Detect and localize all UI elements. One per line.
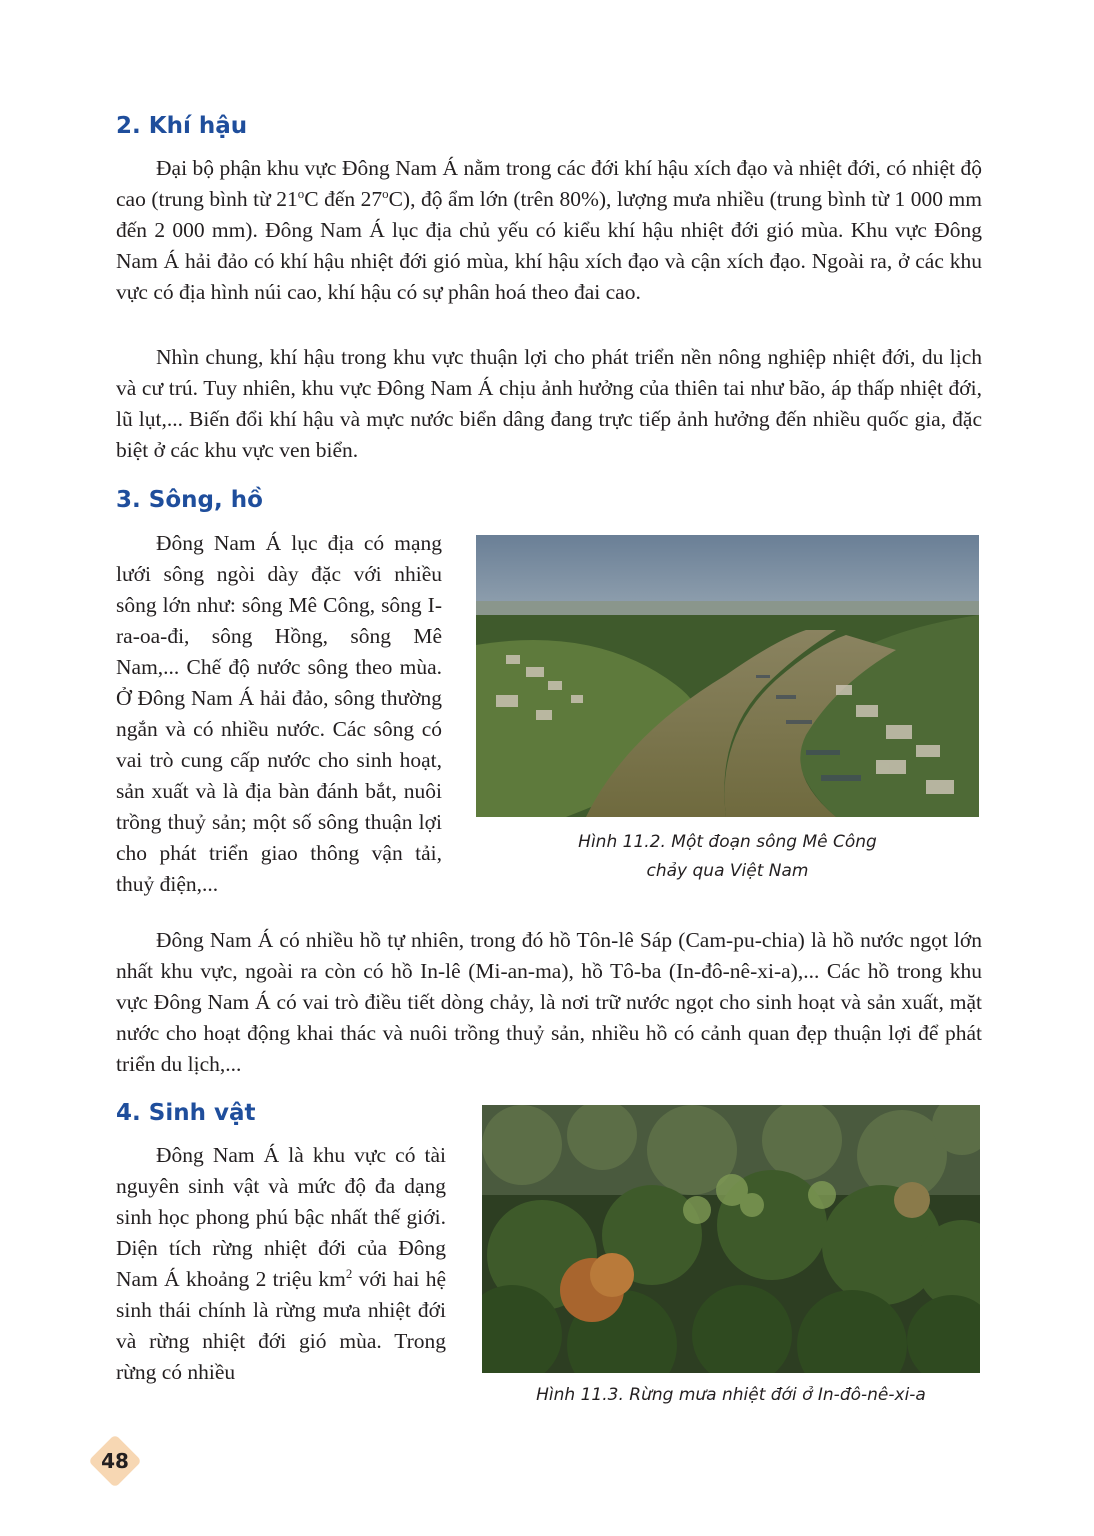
biota-paragraph-1: Đông Nam Á là khu vực có tài nguyên sinh vật và mức độ đa dạng sinh học phong phú bậc nhất thế giới. Diện tích rừng nhiệt đới của Đông Nam Á khoảng 2 triệu $km^2$ với hai hệ sinh thái chính là rừng mưa nhiệt đới và rừng nhiệt đới gió mùa. Trong rừng có nhiều bbox=[116, 1143, 446, 1384]
mekong-river-photo bbox=[476, 535, 979, 817]
rivers-paragraph-1: Đông Nam Á lục địa có mạng lưới sông ngòi dày đặc với nhiều sông lớn như: sông Mê Công, sông I-ra-oa-đi, sông Hồng, sông Mê Nam,... Chế độ nước sông theo mùa. Ở Đông Nam Á hải đảo, sông thường ngắn và có nhiều nước. Các sông có vai trò cung cấp nước cho sinh hoạt, sản xuất và là địa bàn đánh bắt, nuôi trồng thuỷ sản; một số sông thuận lợi cho phát triển giao thông vận tải, thuỷ điện,... bbox=[116, 531, 442, 896]
figure-caption-11-3: Hình 11.3. Rừng mưa nhiệt đới ở In-đô-nê-xi-a bbox=[536, 1385, 926, 1405]
page-number: 48 bbox=[101, 1449, 129, 1473]
heading-biota: 4. Sinh vật bbox=[116, 1100, 256, 1126]
rivers-paragraph-2: Đông Nam Á có nhiều hồ tự nhiên, trong đó hồ Tôn-lê Sáp (Cam-pu-chia) là hồ nước ngọt lớn nhất khu vực, ngoài ra còn có hồ In-lê (Mi-an-ma), hồ Tô-ba (In-đô-nê-xi-a),... Các hồ trong khu vực Đông Nam Á có vai trò điều tiết dòng chảy, là nơi trữ nước ngọt cho sinh hoạt và sản xuất, mặt nước cho hoạt động khai thác và nuôi trồng thuỷ sản, nhiều hồ có cảnh quan đẹp thuận lợi để phát triển du lịch,... bbox=[116, 928, 982, 1076]
climate-paragraph-1: Đại bộ phận khu vực Đông Nam Á nằm trong các đới khí hậu xích đạo và nhiệt đới, có nhiệt độ cao (trung bình từ 21$^o$C đến 27$^o$C), độ ẩm lớn (trên 80%), lượng mưa nhiều (trung bình từ 1 000 mm đến 2 000 mm). Đông Nam Á lục địa chủ yếu có kiểu khí hậu nhiệt đới gió mùa. Khu vực Đông Nam Á hải đảo có khí hậu nhiệt đới gió mùa, khí hậu xích đạo và cận xích đạo. Ngoài ra, ở các khu vực có địa hình núi cao, khí hậu có sự phân hoá theo đai cao. bbox=[116, 156, 982, 304]
figure-caption-11-2: Hình 11.2. Một đoạn sông Mê Công chảy qua Việt Nam bbox=[578, 832, 877, 881]
climate-paragraph-2: Nhìn chung, khí hậu trong khu vực thuận lợi cho phát triển nền nông nghiệp nhiệt đới, du lịch và cư trú. Tuy nhiên, khu vực Đông Nam Á chịu ảnh hưởng của thiên tai như bão, áp thấp nhiệt đới, lũ lụt,... Biến đổi khí hậu và mực nước biển dâng đang trực tiếp ảnh hưởng đến nhiều quốc gia, đặc biệt ở các khu vực ven biển. bbox=[116, 345, 982, 462]
heading-climate: 2. Khí hậu bbox=[116, 113, 248, 139]
rainforest-photo bbox=[482, 1105, 980, 1373]
heading-rivers: 3. Sông, hồ bbox=[116, 487, 263, 513]
